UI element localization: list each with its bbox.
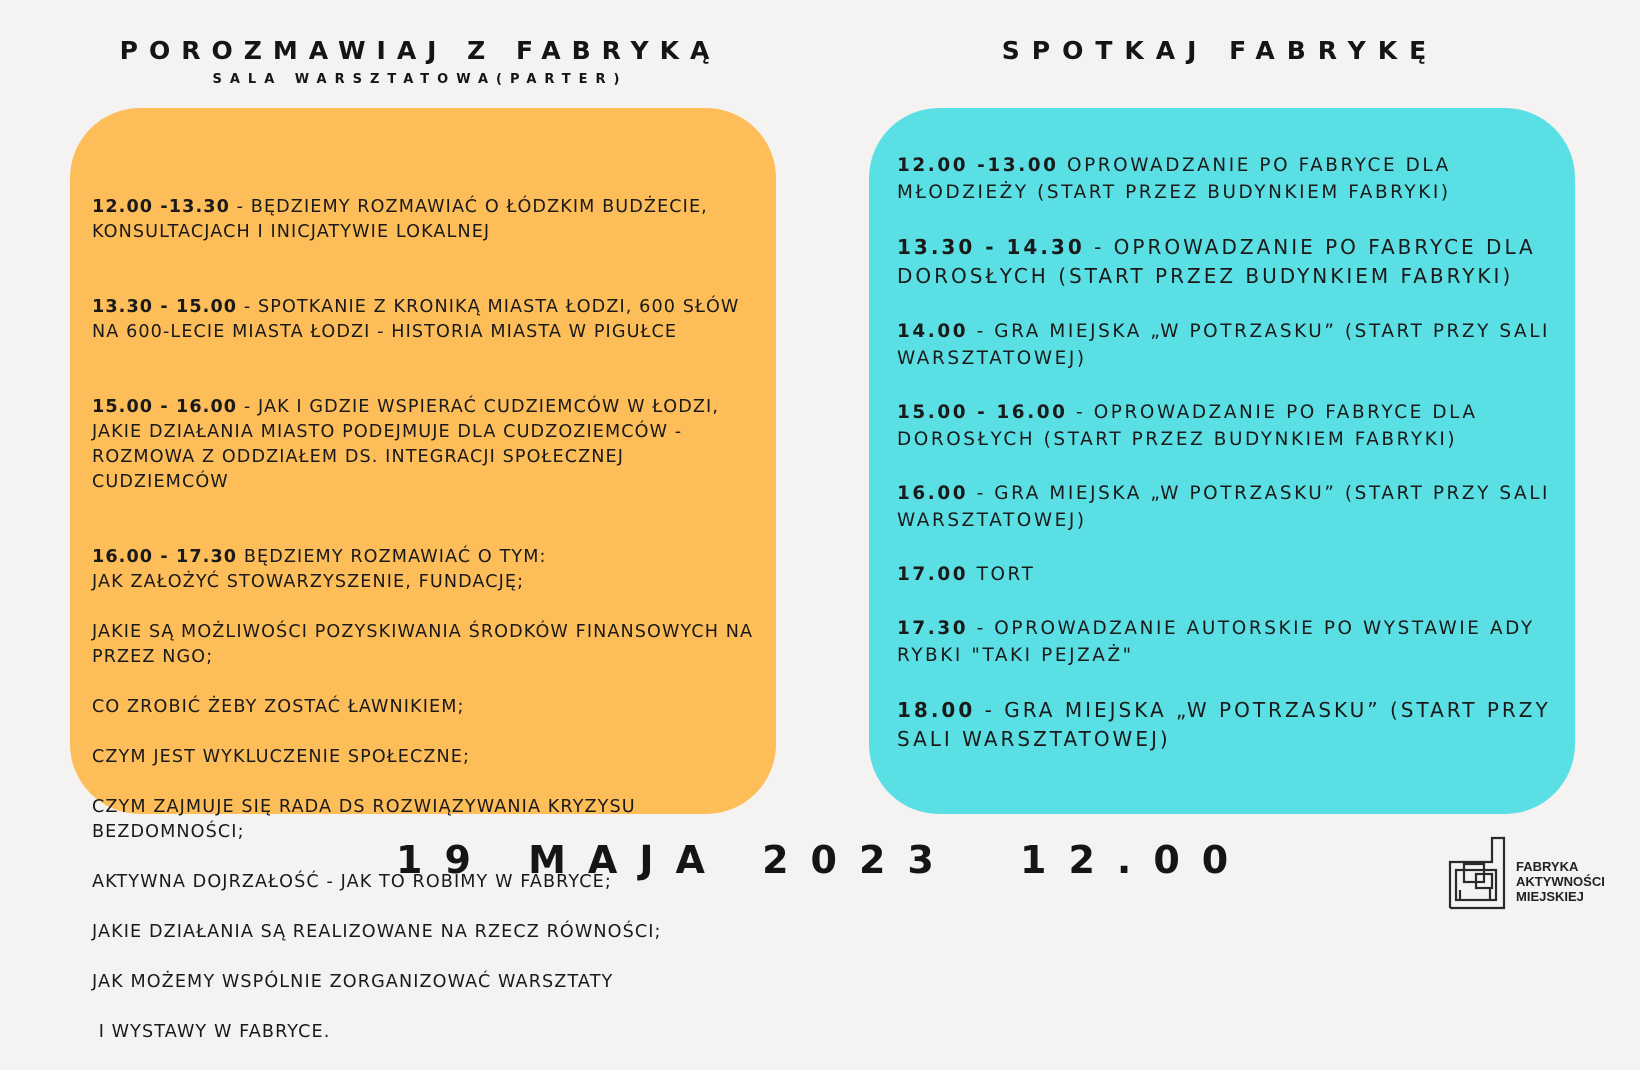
right-entry [897,615,1555,669]
entry-text: - GRA MIEJSKA „W POTRZASKU” (START PRZY SALI WARSZTATOWEJ) [897,321,1551,369]
entry-time: 16.00 - 17.30 [92,547,238,567]
entry-text: - OPROWADZANIE PO FABRYCE DLA DOROSŁYCH (START PRZEZ BUDYNKIEM FABRYKI) [897,235,1536,288]
right-schedule-panel [869,108,1575,814]
entry-text: BĘDZIEMY ROZMAWIAĆ O TYM: [237,547,547,567]
event-time: 12.00 [1020,838,1251,882]
topic-item: I WYSTAWY W FABRYCE. [92,1022,331,1042]
right-entry [897,480,1555,534]
event-date: 19 MAJA 2023 [396,838,956,882]
entry-text: - BĘDZIEMY ROZMAWIAĆ O ŁÓDZKIM BUDŻECIE, KONSULTACJACH I INICJATYWIE LOKALNEJ [92,197,708,242]
logo-line: MIEJSKIEJ [1516,889,1584,904]
topic-item: JAK MOŻEMY WSPÓLNIE ZORGANIZOWAĆ WARSZTATY [92,972,614,992]
entry-time: 15.00 - 16.00 [897,402,1068,423]
left-entry [92,520,756,1070]
right-entry [897,399,1555,453]
entry-time: 15.00 - 16.00 [92,397,238,417]
topic-item: CZYM ZAJMUJE SIĘ RADA DS ROZWIĄZYWANIA KRYZYSU BEZDOMNOŚCI; [92,797,636,842]
entry-text: - SPOTKANIE Z KRONIKĄ MIASTA ŁODZI, 600 SŁÓW NA 600-LECIE MIASTA ŁODZI - HISTORIA MIASTA W PIGUŁCE [92,297,740,342]
left-entry [92,270,756,345]
left-title: POROZMAWIAJ Z FABRYKĄ [119,36,721,65]
entry-time: 12.00 -13.30 [92,197,230,217]
right-title: SPOTKAJ FABRYKĘ [1001,36,1439,65]
right-entry [897,561,1555,588]
topic-item: CO ZROBIĆ ŻEBY ZOSTAĆ ŁAWNIKIEM; [92,697,465,717]
topic-item: JAKIE DZIAŁANIA SĄ REALIZOWANE NA RZECZ RÓWNOŚCI; [92,922,662,942]
logo-line: AKTYWNOŚCI [1516,874,1605,889]
organization-logo [1446,832,1636,912]
topic-item: JAKIE SĄ MOŻLIWOŚCI POZYSKIWANIA ŚRODKÓW FINANSOWYCH NA PRZEZ NGO; [92,622,754,667]
entry-text: - JAK I GDZIE WSPIERAĆ CUDZIEMCÓW W ŁODZI, JAKIE DZIAŁANIA MIASTO PODEJMUJE DLA CUDZOZIEMCÓW - ROZMOWA Z ODDZIAŁEM DS. INTEGRACJI SPOŁECZNEJ CUDZIEMCÓW [92,397,720,492]
right-entry [897,152,1555,206]
logo-line: FABRYKA [1516,859,1579,874]
entry-time: 17.00 [897,564,969,585]
right-entry [897,696,1555,754]
topic-item: JAK ZAŁOŻYĆ STOWARZYSZENIE, FUNDACJĘ; [92,572,525,592]
factory-icon [1446,832,1516,912]
entry-time: 14.00 [897,321,969,342]
entry-text: - OPROWADZANIE AUTORSKIE PO WYSTAWIE ADY RYBKI "TAKI PEJZAŻ" [897,618,1535,666]
topic-item: AKTYWNA DOJRZAŁOŚĆ - JAK TO ROBIMY W FABRYCE; [92,872,612,892]
entry-time: 18.00 [897,698,976,722]
entry-text: OPROWADZANIE PO FABRYCE DLA MŁODZIEŻY (START PRZEZ BUDYNKIEM FABRYKI) [897,155,1451,203]
entry-text: - GRA MIEJSKA „W POTRZASKU” (START PRZY SALI WARSZTATOWEJ) [897,483,1551,531]
left-subtitle: SALA WARSZTATOWA(PARTER) [212,72,628,87]
right-entry [897,233,1555,291]
entry-text: - OPROWADZANIE PO FABRYCE DLA DOROSŁYCH (START PRZEZ BUDYNKIEM FABRYKI) [897,402,1478,450]
left-entry [92,170,756,245]
right-entry [897,318,1555,372]
entry-text: TORT [968,564,1036,585]
entry-time: 12.00 -13.00 [897,155,1059,176]
entry-time: 13.30 - 15.00 [92,297,238,317]
topic-item: CZYM JEST WYKLUCZENIE SPOŁECZNE; [92,747,471,767]
entry-text: - GRA MIEJSKA „W POTRZASKU” (START PRZY SALI WARSZTATOWEJ) [897,698,1551,751]
entry-time: 17.30 [897,618,969,639]
left-entry [92,370,756,495]
entry-time: 16.00 [897,483,969,504]
entry-time: 13.30 - 14.30 [897,235,1085,259]
